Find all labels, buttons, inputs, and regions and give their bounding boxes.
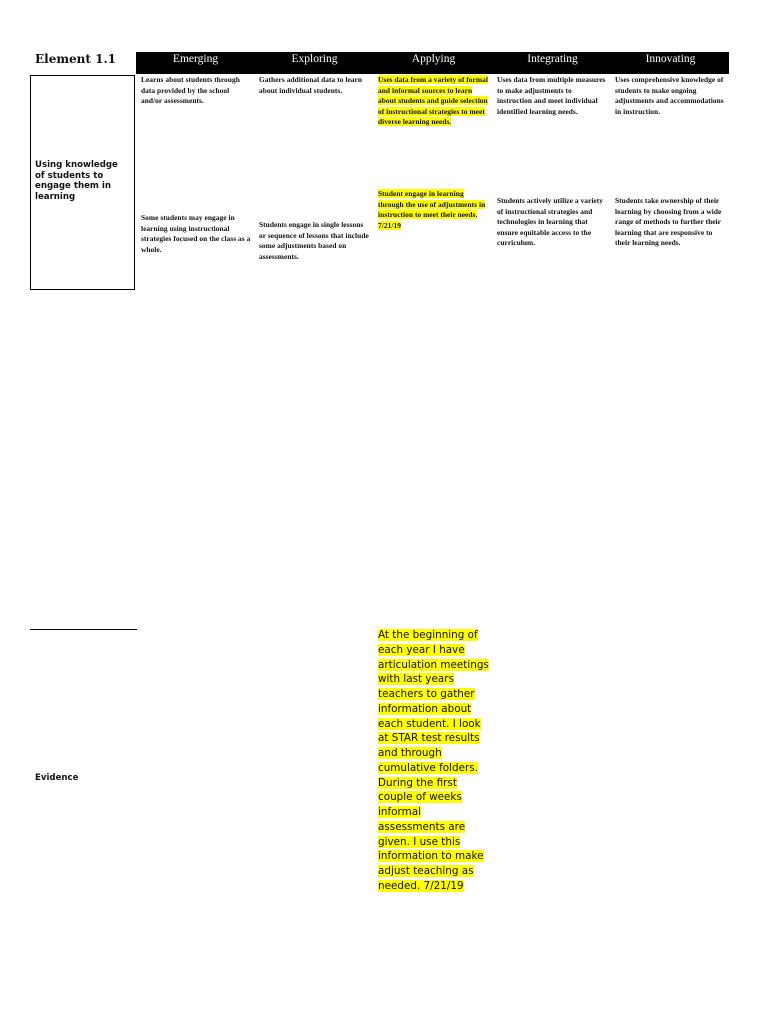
cell-applying-1-text: Uses data from a variety of formal and informal sources to learn about students and guide selection of instructional strategies to meet diverse learning needs. (378, 75, 488, 127)
evidence-text (378, 628, 490, 894)
cell-innovating-2: Students take ownership of their learning by choosing from a wide range of methods to further their learning that are responsive to their learning needs. (615, 196, 722, 248)
cell-emerging-1: Learns about students through data provided by the school and/or assessments. (141, 75, 240, 106)
header-emerging: Emerging (172, 53, 219, 65)
row-label: Using knowledge of students to engage them in learning (35, 160, 118, 203)
cell-innovating-1: Uses comprehensive knowledge of students to make ongoing adjustments and accommodations in instruction. (615, 75, 724, 116)
section-divider (30, 629, 137, 630)
evidence-text-content: At the beginning of each year I have articulation meetings with last years teachers to gather information about each student. I look at STAR test results and through cumulative folders. During the first couple of weeks informal assessments are given. I use this information to make adjust teaching as needed. 7/21/19 (378, 629, 489, 893)
element-title: Element 1.1 (35, 52, 116, 66)
cell-applying-1 (378, 75, 488, 128)
cell-integrating-1: Uses data from multiple measures to make adjustments to instruction and meet individual identified learning needs. (497, 75, 606, 116)
cell-applying-2 (378, 189, 488, 231)
header-innovating: Innovating (645, 53, 696, 65)
cell-exploring-2: Students engage in single lessons or sequence of lessons that include some adjustments based on assessments. (259, 220, 369, 261)
header-exploring: Exploring (291, 53, 338, 65)
cell-exploring-1: Gathers additional data to learn about individual students. (259, 75, 363, 95)
evidence-label: Evidence (35, 773, 79, 783)
header-applying: Applying (411, 53, 456, 65)
cell-integrating-2: Students actively utilize a variety of instructional strategies and technologies in learning that ensure equitable access to the curriculum. (497, 196, 604, 248)
header-integrating: Integrating (527, 53, 578, 65)
cell-emerging-2: Some students may engage in learning using instructional strategies focused on the class as a whole. (141, 213, 251, 254)
cell-applying-2-text: Student engage in learning through the use of adjustments in instruction to meet their needs. 7/21/19 (378, 189, 486, 230)
